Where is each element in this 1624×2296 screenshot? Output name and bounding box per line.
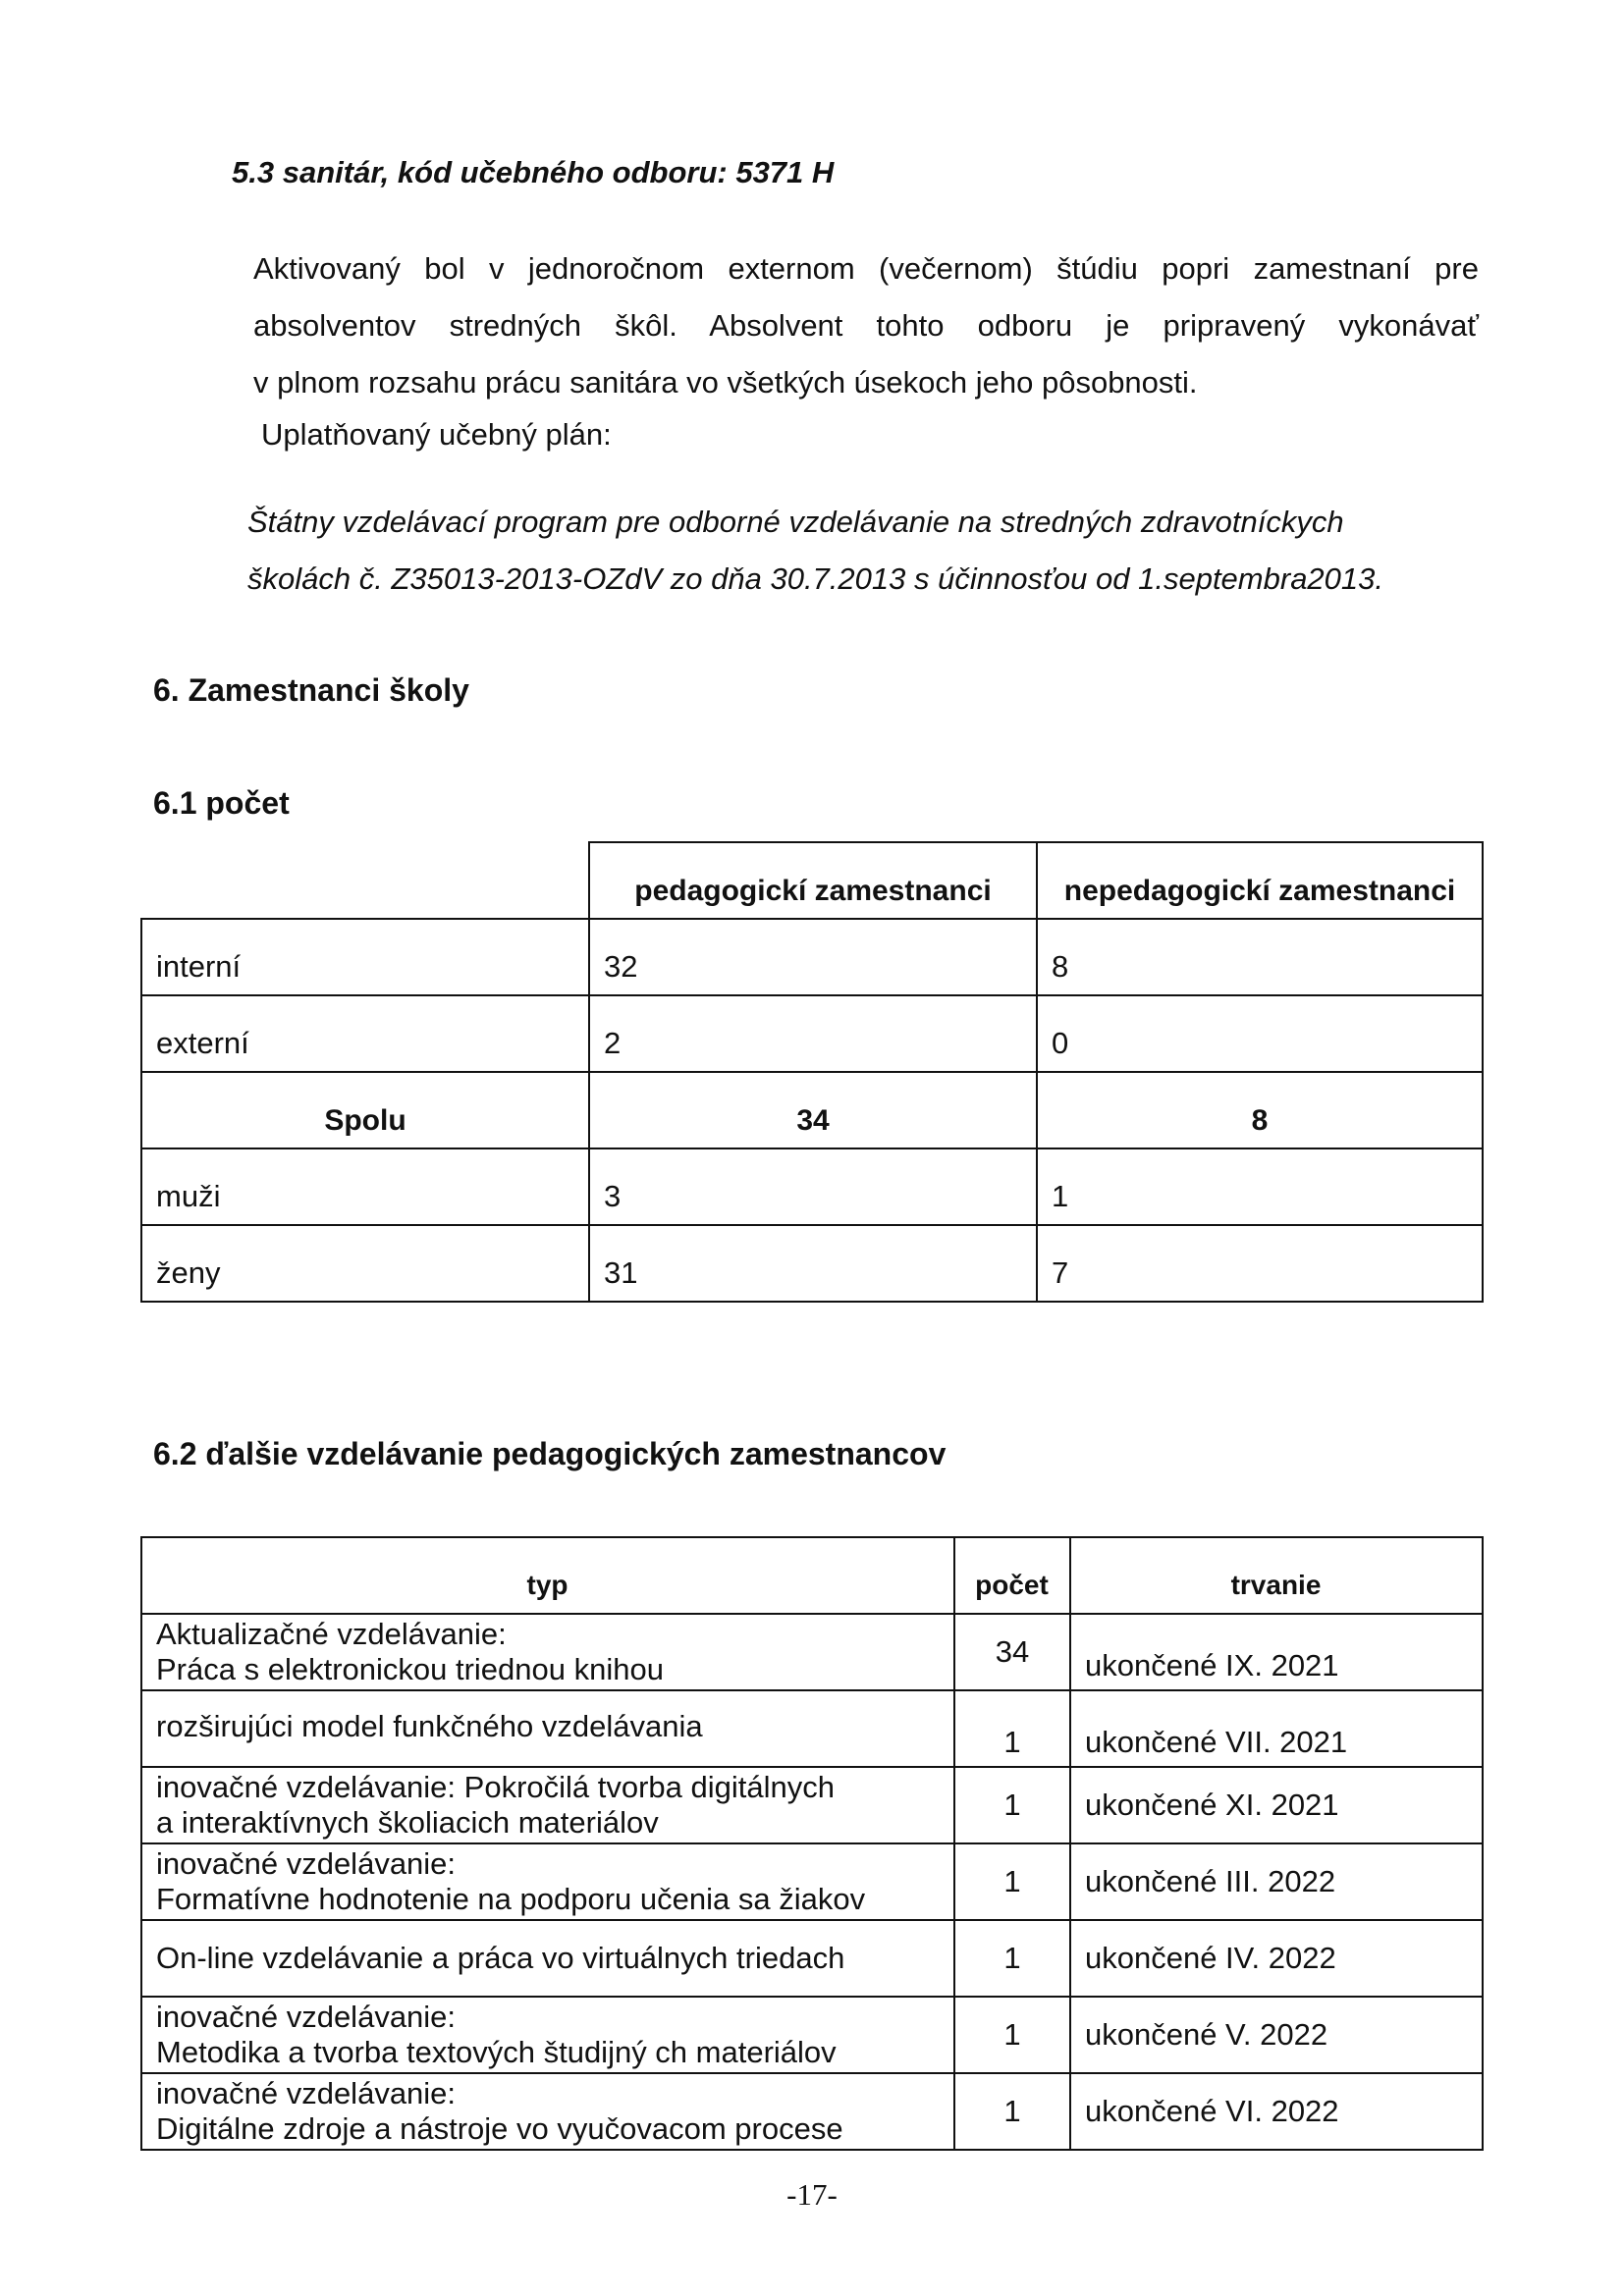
section-5-3-paragraph	[253, 240, 1479, 411]
typ-line-2: a interaktívnych školiacich materiálov	[156, 1805, 659, 1840]
cell-trvanie: ukončené VII. 2021	[1070, 1690, 1483, 1767]
cell-ped: 3	[589, 1148, 1037, 1225]
cell-typ	[141, 1920, 954, 1997]
cell-typ	[141, 1843, 954, 1920]
table-row	[141, 1690, 1483, 1767]
empty-corner-cell	[141, 842, 589, 919]
cell-typ	[141, 1690, 954, 1767]
cell-ped: 2	[589, 995, 1037, 1072]
table-header-row	[141, 842, 1483, 919]
table-row	[141, 919, 1483, 995]
sum-ped: 34	[589, 1072, 1037, 1148]
cell-trvanie: ukončené V. 2022	[1070, 1997, 1483, 2073]
typ-line-1: rozširujúci model funkčného vzdelávania	[156, 1709, 703, 1743]
plan-description	[247, 494, 1485, 608]
cell-pocet: 1	[954, 2073, 1070, 2150]
plan-line: školách č. Z35013-2013-OZdV zo dňa 30.7.2013 s účinnosťou od 1.septembra2013.	[247, 561, 1384, 596]
table-row	[141, 1920, 1483, 1997]
paragraph-line: absolventov stredných škôl. Absolvent tohto odboru je pripravený vykonávať	[253, 308, 1479, 343]
table-row	[141, 995, 1483, 1072]
header-pocet: počet	[954, 1537, 1070, 1614]
typ-line-2: Formatívne hodnotenie na podporu učenia sa žiakov	[156, 1882, 866, 1916]
paragraph-line: Aktivovaný bol v jednoročnom externom (večernom) štúdiu popri zamestnaní pre	[253, 251, 1479, 286]
cell-trvanie: ukončené III. 2022	[1070, 1843, 1483, 1920]
table-row	[141, 1843, 1483, 1920]
row-label: ženy	[141, 1225, 589, 1302]
cell-typ	[141, 1614, 954, 1690]
cell-pocet: 1	[954, 1997, 1070, 2073]
table-row	[141, 1767, 1483, 1843]
cell-ped: 31	[589, 1225, 1037, 1302]
typ-line-1: Aktualizačné vzdelávanie:	[156, 1617, 507, 1651]
row-label: muži	[141, 1148, 589, 1225]
cell-neped: 7	[1037, 1225, 1483, 1302]
row-label: externí	[141, 995, 589, 1072]
cell-pocet: 1	[954, 1767, 1070, 1843]
staff-count-table	[140, 841, 1484, 1303]
table-row	[141, 1614, 1483, 1690]
cell-neped: 0	[1037, 995, 1483, 1072]
section-5-3-title: sanitár, kód učebného odboru: 5371 H	[282, 155, 835, 189]
section-6-heading: 6. Zamestnanci školy	[153, 672, 469, 708]
section-6-1-heading: 6.1 počet	[153, 785, 290, 821]
section-5-3-number: 5.3	[232, 155, 275, 189]
cell-typ	[141, 1767, 954, 1843]
cell-typ	[141, 2073, 954, 2150]
typ-line-2: Práca s elektronickou triednou knihou	[156, 1652, 664, 1686]
section-6-2-heading: 6.2 ďalšie vzdelávanie pedagogických zamestnancov	[153, 1436, 947, 1471]
cell-trvanie: ukončené IV. 2022	[1070, 1920, 1483, 1997]
header-non-pedagogical: nepedagogickí zamestnanci	[1037, 842, 1483, 919]
cell-trvanie: ukončené VI. 2022	[1070, 2073, 1483, 2150]
cell-neped: 1	[1037, 1148, 1483, 1225]
table-header-row	[141, 1537, 1483, 1614]
table-row	[141, 1225, 1483, 1302]
header-typ: typ	[141, 1537, 954, 1614]
table-row	[141, 2073, 1483, 2150]
cell-trvanie: ukončené XI. 2021	[1070, 1767, 1483, 1843]
typ-line-1: inovačné vzdelávanie: Pokročilá tvorba digitálnych	[156, 1770, 836, 1804]
cell-neped: 8	[1037, 919, 1483, 995]
cell-pocet: 1	[954, 1843, 1070, 1920]
typ-line-1: inovačné vzdelávanie:	[156, 1846, 457, 1881]
typ-line-1: On-line vzdelávanie a práca vo virtuálnych triedach	[156, 1941, 845, 1975]
header-trvanie: trvanie	[1070, 1537, 1483, 1614]
plan-label: Uplatňovaný učebný plán:	[261, 417, 612, 452]
training-table	[140, 1536, 1484, 2151]
paragraph-line: v plnom rozsahu prácu sanitára vo všetkých úsekoch jeho pôsobnosti.	[253, 365, 1198, 400]
sum-row	[141, 1072, 1483, 1148]
typ-line-2: Digitálne zdroje a nástroje vo vyučovacom procese	[156, 2111, 843, 2146]
sum-label: Spolu	[141, 1072, 589, 1148]
typ-line-2: Metodika a tvorba textových študijný ch materiálov	[156, 2035, 837, 2069]
typ-line-1: inovačné vzdelávanie:	[156, 2076, 457, 2110]
cell-pocet: 1	[954, 1690, 1070, 1767]
typ-line-1: inovačné vzdelávanie:	[156, 2000, 457, 2034]
table-row	[141, 1997, 1483, 2073]
table-row	[141, 1148, 1483, 1225]
cell-trvanie: ukončené IX. 2021	[1070, 1614, 1483, 1690]
section-5-3-heading	[232, 155, 834, 190]
header-pedagogical: pedagogickí zamestnanci	[589, 842, 1037, 919]
cell-pocet: 1	[954, 1920, 1070, 1997]
plan-line: Štátny vzdelávací program pre odborné vzdelávanie na stredných zdravotníckych	[247, 505, 1344, 539]
page-number: -17-	[786, 2177, 838, 2212]
cell-typ	[141, 1997, 954, 2073]
cell-ped: 32	[589, 919, 1037, 995]
row-label: interní	[141, 919, 589, 995]
cell-pocet: 34	[954, 1614, 1070, 1690]
sum-neped: 8	[1037, 1072, 1483, 1148]
